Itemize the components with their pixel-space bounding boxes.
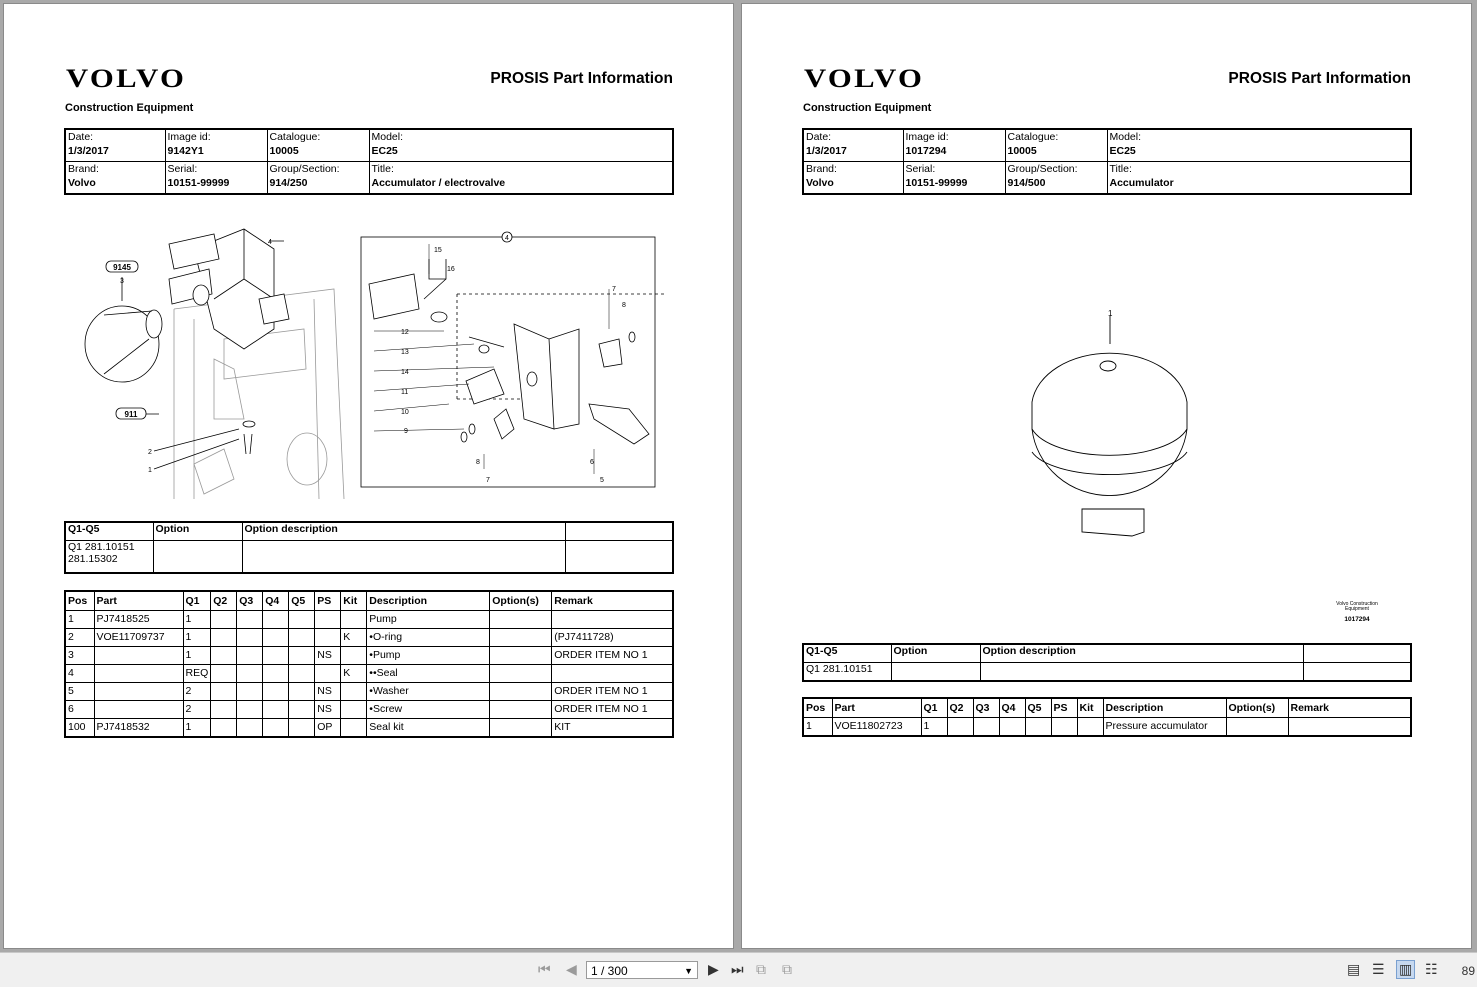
parts-cell <box>1288 718 1411 737</box>
parts-header-cell: Q1 <box>921 698 947 718</box>
parts-header-cell: PS <box>1051 698 1077 718</box>
parts-cell <box>973 718 999 737</box>
accumulator-diagram <box>1022 304 1202 544</box>
parts-cell <box>315 629 341 647</box>
parts-cell: VOE11802723 <box>832 718 921 737</box>
parts-cell <box>947 718 973 737</box>
svg-text:4: 4 <box>505 235 509 242</box>
rotate-cw-icon[interactable]: ⧉ <box>782 961 792 977</box>
parts-cell: 1 <box>183 611 211 629</box>
two-page-view-icon[interactable]: ▥ <box>1399 961 1413 977</box>
parts-header-cell: Option(s) <box>490 591 552 611</box>
parts-cell: ORDER ITEM NO 1 <box>552 683 673 701</box>
parts-table <box>802 697 1412 737</box>
parts-cell <box>490 629 552 647</box>
parts-header-cell: Remark <box>1288 698 1411 718</box>
parts-cell: 1 <box>921 718 947 737</box>
parts-cell <box>263 665 289 683</box>
parts-cell: OP <box>315 719 341 738</box>
svg-text:12: 12 <box>401 329 409 336</box>
title-cell: Title: Accumulator / electrovalve <box>369 162 673 195</box>
option-q-value: Q1 281.10151 <box>803 663 891 681</box>
table-row <box>65 629 673 647</box>
parts-header-cell: Part <box>832 698 921 718</box>
parts-header-cell: Q2 <box>947 698 973 718</box>
parts-header-cell: Pos <box>803 698 832 718</box>
parts-cell: K <box>341 629 367 647</box>
table-row <box>803 718 1411 737</box>
chevron-down-icon: ▼ <box>684 966 693 976</box>
parts-header-cell: Description <box>1103 698 1226 718</box>
parts-cell <box>211 665 237 683</box>
parts-cell: Pressure accumulator <box>1103 718 1226 737</box>
svg-text:14: 14 <box>401 369 409 376</box>
svg-text:1: 1 <box>148 467 152 474</box>
parts-cell <box>341 611 367 629</box>
parts-cell <box>552 665 673 683</box>
table-row <box>65 701 673 719</box>
continuous-view-icon[interactable]: ☰ <box>1372 961 1385 977</box>
parts-cell: 1 <box>803 718 832 737</box>
parts-cell: NS <box>315 647 341 665</box>
serial-cell: Serial: 10151-99999 <box>165 162 267 195</box>
parts-cell: NS <box>315 683 341 701</box>
parts-header-cell: Q1 <box>183 591 211 611</box>
volvo-logo: VOLVO <box>66 64 187 93</box>
svg-text:5: 5 <box>600 477 604 484</box>
table-row <box>65 647 673 665</box>
parts-cell: PJ7418525 <box>94 611 183 629</box>
parts-cell <box>552 611 673 629</box>
parts-header-cell: Q3 <box>973 698 999 718</box>
parts-cell: 2 <box>65 629 94 647</box>
table-row <box>65 719 673 738</box>
diagram-label: 1 <box>1108 309 1113 318</box>
parts-cell <box>263 701 289 719</box>
parts-cell: 4 <box>65 665 94 683</box>
parts-header-cell: Kit <box>341 591 367 611</box>
parts-cell <box>289 611 315 629</box>
info-header-table <box>802 128 1412 195</box>
rotate-ccw-icon[interactable]: ⧉ <box>756 961 766 977</box>
parts-cell <box>237 611 263 629</box>
parts-cell <box>1025 718 1051 737</box>
diagram-label: 9145 <box>113 263 131 272</box>
parts-cell <box>490 719 552 738</box>
svg-text:3: 3 <box>120 278 124 285</box>
brand-cell: Brand: Volvo <box>65 162 165 195</box>
parts-cell <box>289 665 315 683</box>
brand-subtitle: Construction Equipment <box>65 102 194 114</box>
title-cell: Title: Accumulator <box>1107 162 1411 195</box>
parts-cell <box>211 647 237 665</box>
parts-cell: 1 <box>183 629 211 647</box>
parts-cell <box>490 647 552 665</box>
parts-cell <box>211 611 237 629</box>
parts-cell: PJ7418532 <box>94 719 183 738</box>
parts-header-cell: PS <box>315 591 341 611</box>
svg-text:9: 9 <box>404 428 408 435</box>
parts-cell <box>490 683 552 701</box>
date-cell: Date: 1/3/2017 <box>803 129 903 162</box>
parts-table <box>64 590 674 738</box>
last-page-button[interactable]: ⏭ <box>731 961 744 977</box>
svg-text:7: 7 <box>612 286 616 293</box>
parts-cell: •Screw <box>367 701 490 719</box>
parts-cell <box>341 719 367 738</box>
parts-cell <box>490 701 552 719</box>
parts-header-cell: Q3 <box>237 591 263 611</box>
parts-cell <box>1226 718 1288 737</box>
parts-cell: ••Seal <box>367 665 490 683</box>
parts-cell <box>211 719 237 738</box>
parts-cell <box>315 611 341 629</box>
model-cell: Model: EC25 <box>1107 129 1411 162</box>
parts-cell: 100 <box>65 719 94 738</box>
parts-cell: REQ <box>183 665 211 683</box>
parts-cell: Seal kit <box>367 719 490 738</box>
info-header-table <box>64 128 674 195</box>
parts-cell <box>263 719 289 738</box>
parts-cell <box>263 629 289 647</box>
parts-cell <box>211 683 237 701</box>
parts-cell: •Washer <box>367 683 490 701</box>
parts-cell <box>94 701 183 719</box>
svg-text:7: 7 <box>486 477 490 484</box>
parts-cell: KIT <box>552 719 673 738</box>
parts-cell <box>237 647 263 665</box>
single-page-view-icon[interactable]: ▤ <box>1347 961 1361 977</box>
brand-cell: Brand: Volvo <box>803 162 903 195</box>
parts-cell: NS <box>315 701 341 719</box>
parts-cell: (PJ7411728) <box>552 629 673 647</box>
image-id-cell: Image id: 9142Y1 <box>165 129 267 162</box>
parts-cell <box>341 701 367 719</box>
parts-cell <box>211 629 237 647</box>
parts-header-cell: Kit <box>1077 698 1103 718</box>
parts-cell: 1 <box>183 647 211 665</box>
parts-cell <box>237 629 263 647</box>
parts-cell <box>94 665 183 683</box>
parts-cell: Pump <box>367 611 490 629</box>
page-number-select[interactable]: 1 / 300 ▼ <box>586 961 698 979</box>
first-page-button[interactable]: ⏮ <box>538 961 551 977</box>
parts-cell <box>490 665 552 683</box>
two-page-continuous-view-icon[interactable]: ☷ <box>1425 961 1438 977</box>
parts-cell: •O-ring <box>367 629 490 647</box>
svg-text:6: 6 <box>590 459 594 466</box>
parts-cell <box>490 611 552 629</box>
parts-cell <box>999 718 1025 737</box>
svg-text:11: 11 <box>401 389 409 396</box>
volvo-logo: VOLVO <box>804 64 925 93</box>
parts-header-cell: Remark <box>552 591 673 611</box>
document-title: PROSIS Part Information <box>1228 70 1411 87</box>
pdf-viewer-toolbar <box>0 952 1477 987</box>
parts-header-cell: Pos <box>65 591 94 611</box>
parts-cell: 6 <box>65 701 94 719</box>
parts-cell <box>237 665 263 683</box>
parts-cell <box>263 647 289 665</box>
parts-cell <box>1077 718 1103 737</box>
date-cell: Date: 1/3/2017 <box>65 129 165 162</box>
parts-cell: 1 <box>65 611 94 629</box>
option-q-value: Q1 281.10151 281.15302 <box>65 541 153 573</box>
parts-cell <box>289 647 315 665</box>
parts-cell: VOE11709737 <box>94 629 183 647</box>
document-page-left <box>3 3 734 949</box>
parts-cell <box>237 683 263 701</box>
parts-cell <box>263 611 289 629</box>
parts-header-cell: Option(s) <box>1226 698 1288 718</box>
parts-cell <box>289 683 315 701</box>
group-cell: Group/Section: 914/250 <box>267 162 369 195</box>
parts-cell <box>341 647 367 665</box>
image-id-cell: Image id: 1017294 <box>903 129 1005 162</box>
svg-text:15: 15 <box>434 247 442 254</box>
catalogue-cell: Catalogue: 10005 <box>267 129 369 162</box>
parts-cell <box>94 683 183 701</box>
catalogue-cell: Catalogue: 10005 <box>1005 129 1107 162</box>
parts-header-cell: Q4 <box>999 698 1025 718</box>
model-cell: Model: EC25 <box>369 129 673 162</box>
svg-text:4: 4 <box>268 239 272 246</box>
parts-cell: 5 <box>65 683 94 701</box>
parts-cell <box>289 719 315 738</box>
group-cell: Group/Section: 914/500 <box>1005 162 1107 195</box>
parts-cell <box>94 647 183 665</box>
document-page-right <box>741 3 1472 949</box>
svg-text:8: 8 <box>622 302 626 309</box>
parts-cell <box>315 665 341 683</box>
parts-cell <box>289 701 315 719</box>
zoom-level[interactable]: 89 <box>1461 964 1475 978</box>
parts-cell <box>237 701 263 719</box>
parts-cell <box>1051 718 1077 737</box>
svg-text:10: 10 <box>401 409 409 416</box>
image-stamp: Volvo Construction Equipment 1017294 <box>1336 601 1378 623</box>
svg-text:13: 13 <box>401 349 409 356</box>
options-table: Q1-Q5 Option Option description Q1 281.10151 281.15302 <box>64 521 674 574</box>
svg-text:8: 8 <box>476 459 480 466</box>
parts-header-cell: Description <box>367 591 490 611</box>
parts-cell <box>211 701 237 719</box>
parts-cell <box>289 629 315 647</box>
parts-cell: ORDER ITEM NO 1 <box>552 647 673 665</box>
parts-header-cell: Q4 <box>263 591 289 611</box>
table-row <box>65 611 673 629</box>
serial-cell: Serial: 10151-99999 <box>903 162 1005 195</box>
parts-cell <box>341 683 367 701</box>
parts-header-cell: Part <box>94 591 183 611</box>
options-table: Q1-Q5 Option Option description Q1 281.10151 <box>802 643 1412 682</box>
previous-page-button[interactable]: ◀ <box>566 961 577 977</box>
parts-cell: K <box>341 665 367 683</box>
svg-text:16: 16 <box>447 266 455 273</box>
svg-text:911: 911 <box>124 410 138 419</box>
parts-cell: •Pump <box>367 647 490 665</box>
parts-header-cell: Q5 <box>1025 698 1051 718</box>
parts-header-cell: Q5 <box>289 591 315 611</box>
parts-cell: 2 <box>183 701 211 719</box>
table-row <box>65 683 673 701</box>
next-page-button[interactable]: ▶ <box>708 961 719 977</box>
parts-cell: 3 <box>65 647 94 665</box>
parts-cell: 2 <box>183 683 211 701</box>
parts-cell: ORDER ITEM NO 1 <box>552 701 673 719</box>
exploded-parts-diagram <box>74 219 664 499</box>
svg-text:2: 2 <box>148 449 152 456</box>
brand-subtitle: Construction Equipment <box>803 102 932 114</box>
document-title: PROSIS Part Information <box>490 70 673 87</box>
parts-cell <box>263 683 289 701</box>
table-row <box>65 665 673 683</box>
parts-cell <box>237 719 263 738</box>
parts-header-cell: Q2 <box>211 591 237 611</box>
parts-cell: 1 <box>183 719 211 738</box>
